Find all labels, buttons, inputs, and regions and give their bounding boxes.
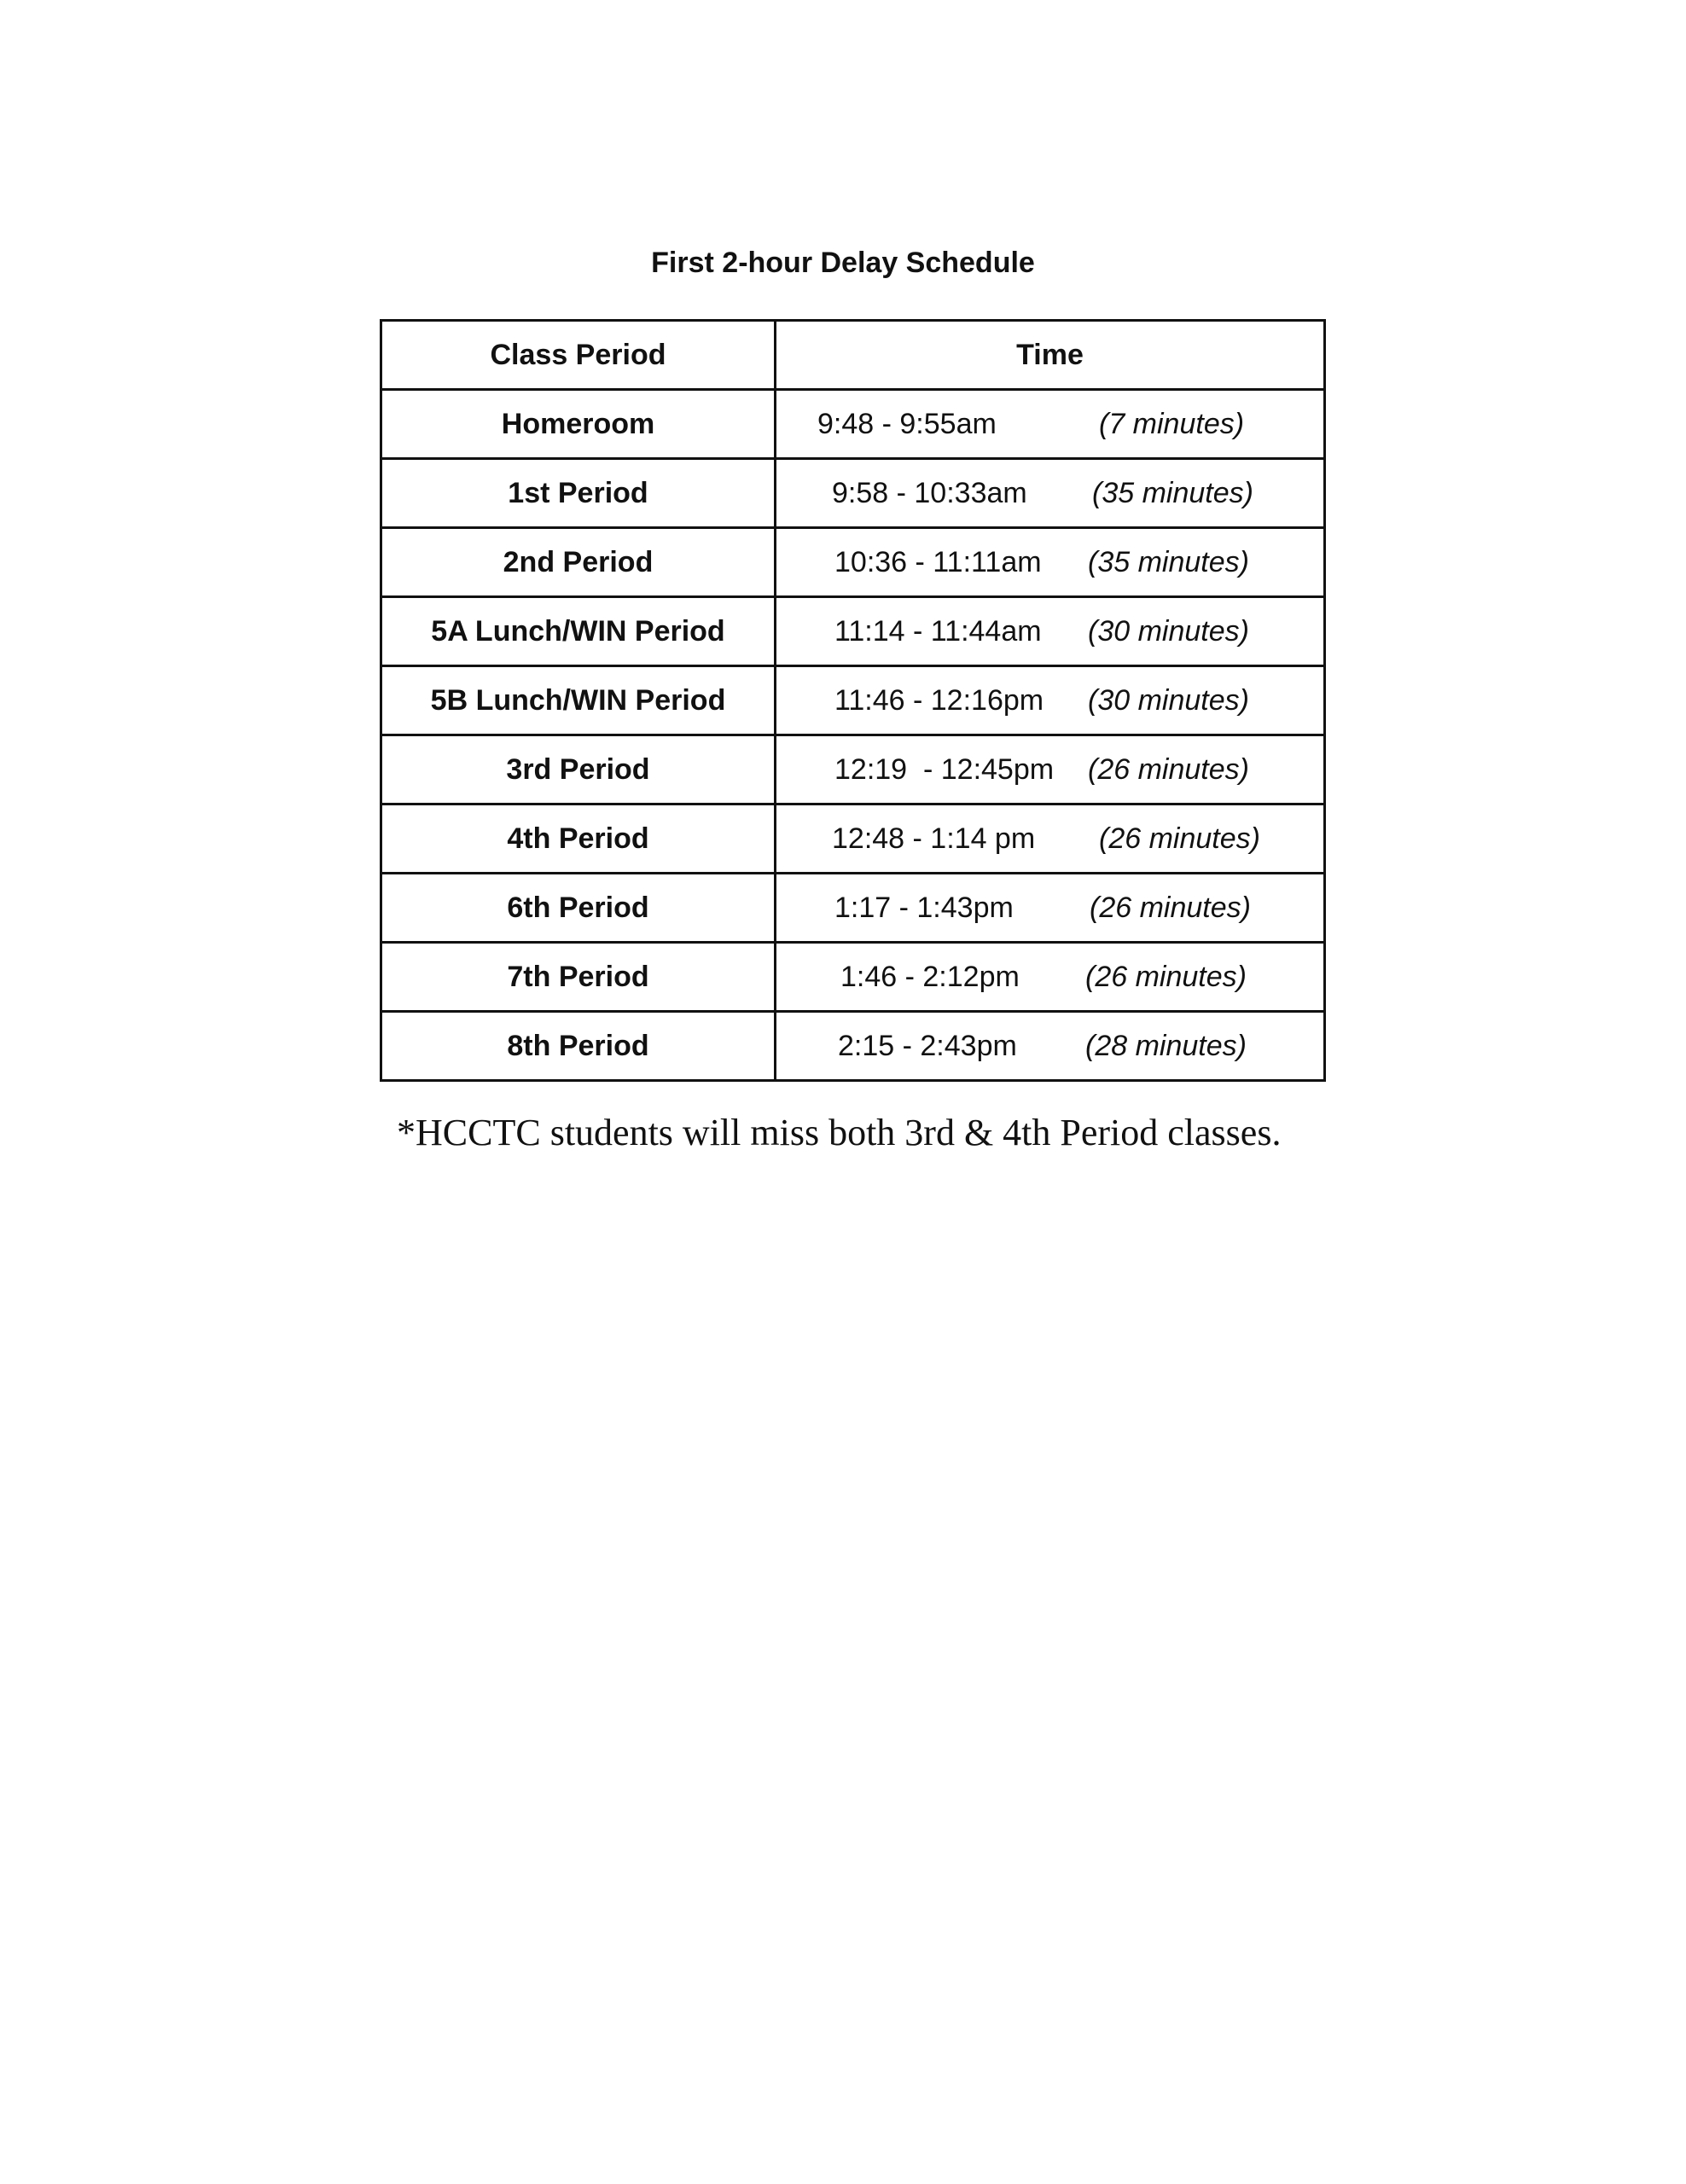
time-cell [776,390,1325,459]
table-row [381,390,1325,459]
time-cell [776,666,1325,735]
class-period-cell: 5A Lunch/WIN Period [381,597,776,666]
time-cell [776,597,1325,666]
class-period-cell: 1st Period [381,459,776,528]
time-range: 11:14 - 11:44am [834,615,1042,648]
time-range: 12:19 - 12:45pm [834,753,1055,786]
duration-label: (26 minutes) [1088,753,1249,786]
table-row [381,666,1325,735]
duration-label: (26 minutes) [1085,961,1247,993]
table-header-row [381,321,1325,390]
class-period-cell: 4th Period [381,804,776,874]
duration-label: (30 minutes) [1088,684,1249,717]
duration-label: (30 minutes) [1088,615,1249,648]
class-period-cell: 6th Period [381,874,776,943]
time-range: 10:36 - 11:11am [834,546,1042,578]
class-period-cell: 5B Lunch/WIN Period [381,666,776,735]
column-header-class-period: Class Period [381,321,776,390]
time-range: 9:58 - 10:33am [832,477,1027,509]
duration-label: (35 minutes) [1088,546,1249,578]
class-period-cell: 8th Period [381,1012,776,1081]
class-period-cell: 2nd Period [381,528,776,597]
table-row [381,874,1325,943]
time-cell [776,735,1325,804]
time-range: 12:48 - 1:14 pm [832,822,1036,855]
page-title: First 2-hour Delay Schedule [651,247,1035,279]
duration-label: (26 minutes) [1099,822,1260,855]
time-range: 11:46 - 12:16pm [834,684,1044,717]
table-row [381,528,1325,597]
table-row [381,1012,1325,1081]
time-range: 1:17 - 1:43pm [834,892,1014,924]
time-cell [776,1012,1325,1081]
class-period-cell: Homeroom [381,390,776,459]
duration-label: (26 minutes) [1090,892,1251,924]
column-header-time: Time [776,321,1325,390]
table-row [381,943,1325,1012]
table-row [381,804,1325,874]
class-period-cell: 7th Period [381,943,776,1012]
table-row [381,597,1325,666]
table-row [381,735,1325,804]
class-period-cell: 3rd Period [381,735,776,804]
time-cell [776,459,1325,528]
schedule-table [380,319,1326,1082]
duration-label: (7 minutes) [1099,408,1245,440]
table-body [381,390,1325,1081]
table-row [381,459,1325,528]
time-cell [776,528,1325,597]
time-range: 2:15 - 2:43pm [838,1030,1017,1062]
duration-label: (35 minutes) [1092,477,1253,509]
time-range: 1:46 - 2:12pm [840,961,1020,993]
time-cell [776,874,1325,943]
time-cell [776,943,1325,1012]
time-range: 9:48 - 9:55am [817,408,997,440]
footnote: *HCCTC students will miss both 3rd & 4th Period classes. [397,1112,1282,1153]
duration-label: (28 minutes) [1085,1030,1247,1062]
time-cell [776,804,1325,874]
